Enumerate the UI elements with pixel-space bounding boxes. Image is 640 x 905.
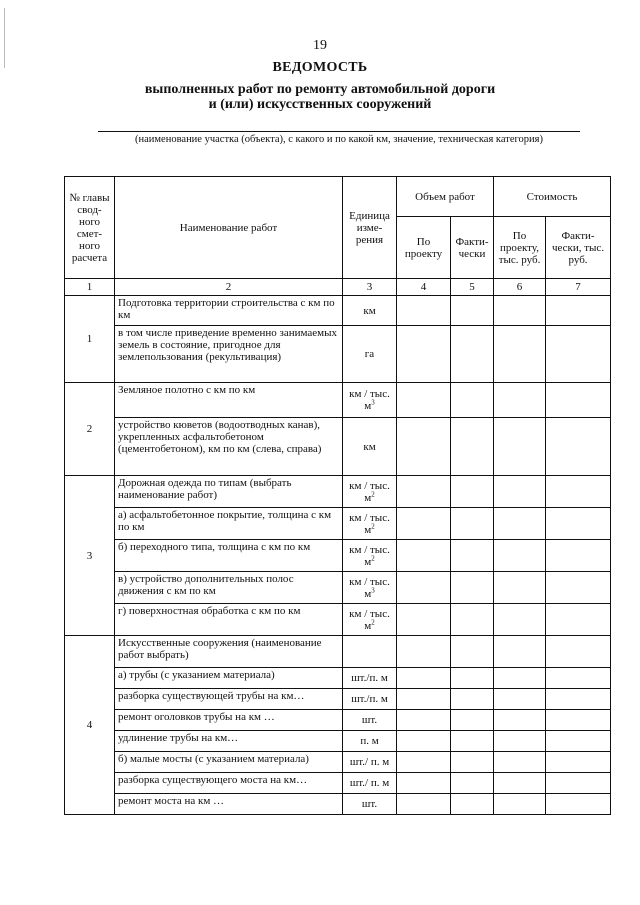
- volume-fact-cell: [451, 418, 494, 476]
- unit-of-measure: [343, 752, 397, 773]
- cost-fact-cell: [546, 689, 611, 710]
- table-row: [65, 773, 611, 794]
- unit-of-measure: [343, 418, 397, 476]
- unit-exponent: 2: [371, 489, 375, 498]
- volume-plan-cell: [397, 296, 451, 326]
- work-name: Искусственные сооружения (наименование работ выбрать): [115, 636, 343, 668]
- unit-text: га: [364, 348, 375, 360]
- cost-fact-cell: [546, 572, 611, 604]
- column-number: 7: [546, 279, 611, 296]
- header-chapter-no: № главы свод- ного смет- ного расчета: [65, 177, 115, 279]
- cost-plan-cell: [494, 476, 546, 508]
- cost-fact-cell: [546, 773, 611, 794]
- work-name: а) асфальтобетонное покрытие, толщина с км по км: [115, 508, 343, 540]
- work-name: б) переходного типа, толщина с км по км: [115, 540, 343, 572]
- unit-of-measure: [343, 383, 397, 418]
- unit-exponent: 3: [371, 398, 375, 407]
- volume-plan-cell: [397, 418, 451, 476]
- cost-fact-cell: [546, 604, 611, 636]
- work-name: г) поверхностная обработка с км по км: [115, 604, 343, 636]
- table-row: [65, 731, 611, 752]
- header-volume-fact: Факти- чески: [451, 217, 494, 279]
- unit-text: шт./ п. м: [349, 777, 390, 789]
- cost-fact-cell: [546, 752, 611, 773]
- cost-fact-cell: [546, 636, 611, 668]
- volume-fact-cell: [451, 773, 494, 794]
- header-unit: Единица изме- рения: [343, 177, 397, 279]
- unit-text: км / тыс. м: [349, 511, 390, 536]
- volume-plan-cell: [397, 636, 451, 668]
- column-number-row: [65, 279, 611, 296]
- table-row: [65, 668, 611, 689]
- cost-fact-cell: [546, 418, 611, 476]
- volume-plan-cell: [397, 710, 451, 731]
- work-name: ремонт оголовков трубы на км …: [115, 710, 343, 731]
- unit-exponent: 3: [371, 585, 375, 594]
- document-title: ВЕДОМОСТЬ: [272, 60, 368, 75]
- table-row: [65, 508, 611, 540]
- work-name: в) устройство дополнительных полос движения с км по км: [115, 572, 343, 604]
- table-row: [65, 710, 611, 731]
- page-number: 19: [313, 38, 327, 53]
- cost-plan-cell: [494, 668, 546, 689]
- volume-fact-cell: [451, 326, 494, 383]
- unit-of-measure: [343, 572, 397, 604]
- volume-fact-cell: [451, 689, 494, 710]
- subtitle-line-1: выполненных работ по ремонту автомобильной дороги: [144, 82, 496, 97]
- column-number: 3: [343, 279, 397, 296]
- table-row: [65, 418, 611, 476]
- unit-text: км / тыс. м: [349, 479, 390, 504]
- object-name-fill-line: [98, 131, 580, 132]
- volume-plan-cell: [397, 689, 451, 710]
- volume-plan-cell: [397, 572, 451, 604]
- unit-of-measure: [343, 296, 397, 326]
- column-number: 1: [65, 279, 115, 296]
- document-subtitle: [0, 82, 640, 112]
- unit-of-measure: [343, 636, 397, 668]
- unit-text: шт./ п. м: [349, 756, 390, 768]
- work-name: разборка существующего моста на км…: [115, 773, 343, 794]
- works-table-body: [65, 296, 611, 815]
- volume-plan-cell: [397, 508, 451, 540]
- column-number: 2: [115, 279, 343, 296]
- volume-fact-cell: [451, 572, 494, 604]
- volume-plan-cell: [397, 794, 451, 815]
- unit-of-measure: [343, 508, 397, 540]
- table-row: [65, 604, 611, 636]
- header-volume: Объем работ: [397, 177, 494, 217]
- volume-plan-cell: [397, 604, 451, 636]
- volume-plan-cell: [397, 383, 451, 418]
- unit-text: п. м: [360, 735, 379, 747]
- cost-fact-cell: [546, 668, 611, 689]
- unit-text: км: [363, 304, 376, 317]
- volume-fact-cell: [451, 794, 494, 815]
- work-name: б) малые мосты (с указанием материала): [115, 752, 343, 773]
- chapter-number: 1: [65, 296, 115, 383]
- unit-text: шт.: [361, 798, 378, 810]
- column-number: 5: [451, 279, 494, 296]
- table-row: [65, 476, 611, 508]
- header-cost: Стоимость: [494, 177, 611, 217]
- work-name: Земляное полотно с км по км: [115, 383, 343, 418]
- column-number: 4: [397, 279, 451, 296]
- table-row: [65, 689, 611, 710]
- unit-of-measure: [343, 326, 397, 383]
- unit-text: шт.: [361, 714, 378, 726]
- cost-plan-cell: [494, 418, 546, 476]
- table-row: [65, 572, 611, 604]
- work-name: устройство кюветов (водоотводных канав), укрепленных асфальтобетоном (цементобетоном), км по км (слева, справа): [115, 418, 343, 476]
- unit-of-measure: [343, 604, 397, 636]
- work-name: а) трубы (с указанием материала): [115, 668, 343, 689]
- cost-fact-cell: [546, 383, 611, 418]
- chapter-number: 2: [65, 383, 115, 476]
- chapter-number: 4: [65, 636, 115, 815]
- volume-fact-cell: [451, 752, 494, 773]
- header-work-name: Наименование работ: [115, 177, 343, 279]
- cost-plan-cell: [494, 326, 546, 383]
- cost-plan-cell: [494, 689, 546, 710]
- table-row: [65, 794, 611, 815]
- cost-plan-cell: [494, 731, 546, 752]
- unit-exponent: 2: [371, 521, 375, 530]
- object-name-caption: (наименование участка (объекта), с какого и по какой км, значение, техническая категория): [135, 134, 543, 145]
- cost-plan-cell: [494, 296, 546, 326]
- unit-of-measure: [343, 689, 397, 710]
- cost-plan-cell: [494, 572, 546, 604]
- cost-plan-cell: [494, 636, 546, 668]
- table-row: [65, 540, 611, 572]
- table-row: [65, 383, 611, 418]
- cost-fact-cell: [546, 794, 611, 815]
- cost-plan-cell: [494, 710, 546, 731]
- cost-fact-cell: [546, 508, 611, 540]
- cost-plan-cell: [494, 383, 546, 418]
- unit-of-measure: [343, 540, 397, 572]
- unit-of-measure: [343, 710, 397, 731]
- unit-text: шт./п. м: [351, 672, 388, 684]
- cost-plan-cell: [494, 794, 546, 815]
- table-row: [65, 326, 611, 383]
- chapter-number: 3: [65, 476, 115, 636]
- cost-plan-cell: [494, 773, 546, 794]
- header-cost-fact: Факти- чески, тыс. руб.: [546, 217, 611, 279]
- unit-of-measure: [343, 773, 397, 794]
- volume-plan-cell: [397, 773, 451, 794]
- unit-of-measure: [343, 668, 397, 689]
- cost-plan-cell: [494, 508, 546, 540]
- volume-fact-cell: [451, 508, 494, 540]
- work-name: в том числе приведение временно занимаемых земель в состояние, пригодное для землепользования (рекультивация): [115, 326, 343, 383]
- volume-fact-cell: [451, 296, 494, 326]
- volume-fact-cell: [451, 383, 494, 418]
- cost-fact-cell: [546, 540, 611, 572]
- volume-fact-cell: [451, 540, 494, 572]
- unit-exponent: 2: [371, 553, 375, 562]
- unit-of-measure: [343, 476, 397, 508]
- unit-text: км / тыс. м: [349, 543, 390, 568]
- volume-plan-cell: [397, 731, 451, 752]
- cost-fact-cell: [546, 731, 611, 752]
- unit-text: км / тыс. м: [349, 575, 390, 600]
- volume-plan-cell: [397, 668, 451, 689]
- unit-exponent: 2: [371, 617, 375, 626]
- unit-of-measure: [343, 794, 397, 815]
- volume-fact-cell: [451, 636, 494, 668]
- header-cost-plan: По проекту, тыс. руб.: [494, 217, 546, 279]
- table-row: [65, 752, 611, 773]
- volume-fact-cell: [451, 710, 494, 731]
- volume-plan-cell: [397, 326, 451, 383]
- work-name: разборка существующей трубы на км…: [115, 689, 343, 710]
- cost-plan-cell: [494, 752, 546, 773]
- unit-text: шт./п. м: [351, 693, 388, 705]
- work-name: Дорожная одежда по типам (выбрать наименование работ): [115, 476, 343, 508]
- table-row: [65, 636, 611, 668]
- cost-plan-cell: [494, 604, 546, 636]
- cost-fact-cell: [546, 296, 611, 326]
- column-number: 6: [494, 279, 546, 296]
- unit-text: км / тыс. м: [349, 388, 390, 412]
- unit-text: км: [363, 440, 376, 453]
- work-name: Подготовка территории строительства с км по км: [115, 296, 343, 326]
- header-volume-plan: По проекту: [397, 217, 451, 279]
- cost-fact-cell: [546, 710, 611, 731]
- volume-plan-cell: [397, 476, 451, 508]
- unit-text: км / тыс. м: [349, 607, 390, 632]
- table-row: [65, 296, 611, 326]
- cost-fact-cell: [546, 476, 611, 508]
- subtitle-line-2: и (или) искусственных сооружений: [208, 97, 432, 112]
- volume-plan-cell: [397, 752, 451, 773]
- work-name: удлинение трубы на км…: [115, 731, 343, 752]
- cost-plan-cell: [494, 540, 546, 572]
- unit-of-measure: [343, 731, 397, 752]
- volume-fact-cell: [451, 731, 494, 752]
- cost-fact-cell: [546, 326, 611, 383]
- volume-fact-cell: [451, 604, 494, 636]
- volume-plan-cell: [397, 540, 451, 572]
- volume-fact-cell: [451, 476, 494, 508]
- works-table: [64, 176, 611, 815]
- volume-fact-cell: [451, 668, 494, 689]
- work-name: ремонт моста на км …: [115, 794, 343, 815]
